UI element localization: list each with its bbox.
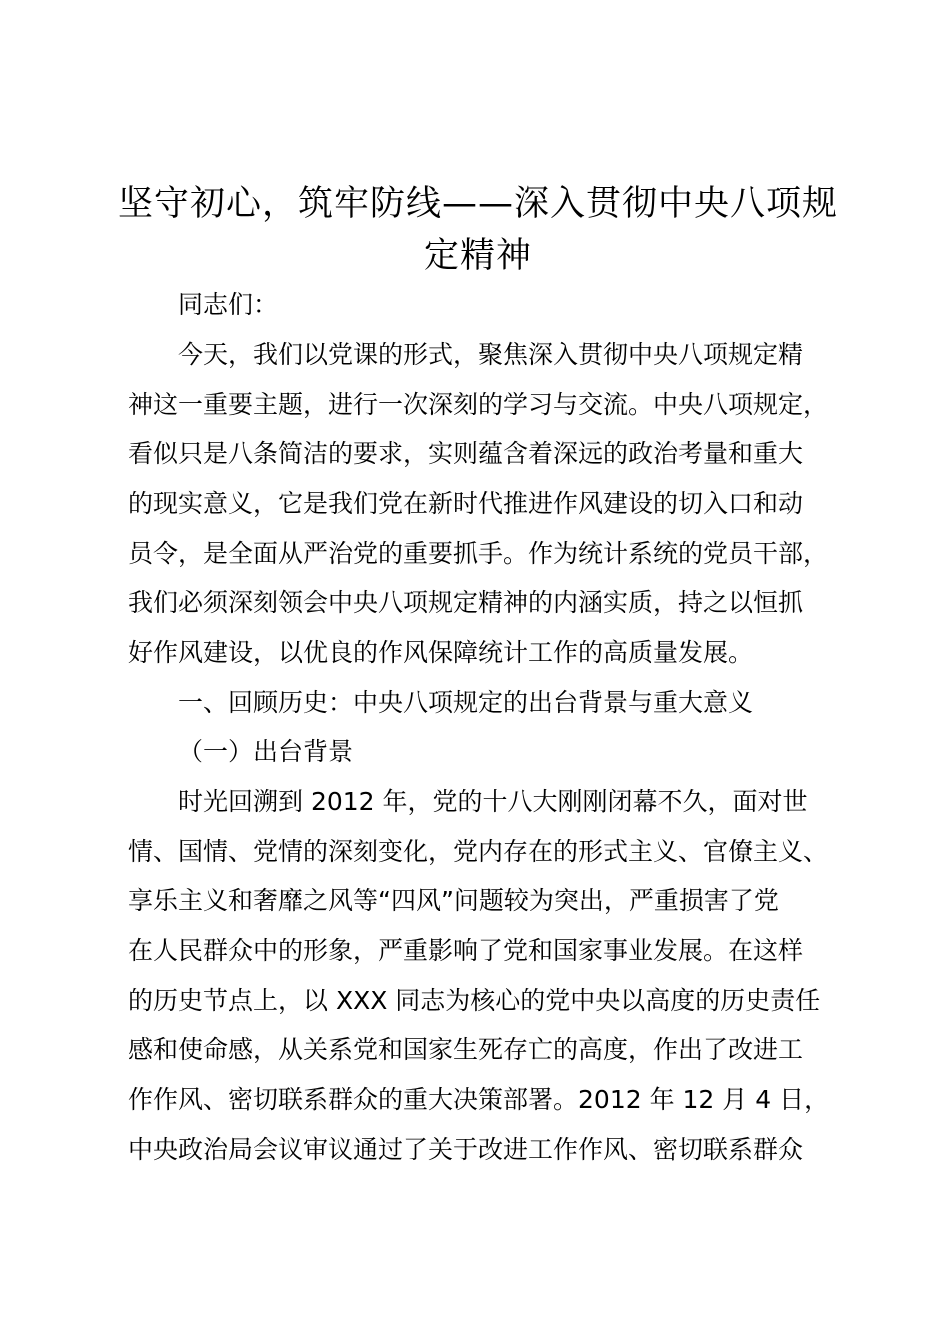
paragraph-line: 神这一重要主题，进行一次深刻的学习与交流。中央八项规定，	[128, 390, 829, 419]
paragraph-line: 看似只是八条简洁的要求，实则蕴含着深远的政治考量和重大	[128, 439, 804, 468]
paragraph-line: 情、国情、党情的深刻变化，党内存在的形式主义、官僚主义、	[128, 837, 829, 866]
paragraph-line: 中央政治局会议审议通过了关于改进工作作风、密切联系群众	[128, 1135, 804, 1164]
paragraph-line: 感和使命感，从关系党和国家生死存亡的高度，作出了改进工	[128, 1035, 804, 1064]
paragraph-line: 好作风建设，以优良的作风保障统计工作的高质量发展。	[128, 638, 754, 667]
salutation: 同志们：	[178, 290, 279, 319]
paragraph-line: 时光回溯到 2012 年，党的十八大刚刚闭幕不久，面对世	[178, 787, 808, 816]
paragraph-line: 在人民群众中的形象，严重影响了党和国家事业发展。在这样	[128, 936, 804, 965]
paragraph-line: 的现实意义，它是我们党在新时代推进作风建设的切入口和动	[128, 489, 804, 518]
paragraph-line: 的历史节点上，以 XXX 同志为核心的党中央以高度的历史责任	[128, 986, 821, 1015]
document-title	[118, 178, 838, 282]
paragraph-line: 今天，我们以党课的形式，聚焦深入贯彻中央八项规定精	[178, 340, 804, 369]
title-line-1: 坚守初心，筑牢防线——深入贯彻中央八项规	[118, 184, 839, 224]
section-heading: 一、回顾历史：中央八项规定的出台背景与重大意义	[178, 688, 754, 717]
paragraph-line: 员令，是全面从严治党的重要抓手。作为统计系统的党员干部，	[128, 539, 829, 568]
paragraph-line: 我们必须深刻领会中央八项规定精神的内涵实质，持之以恒抓	[128, 588, 804, 617]
paragraph-line: 享乐主义和奢靡之风等“四风”问题较为突出，严重损害了党	[128, 886, 779, 915]
title-line-2: 定精神	[423, 236, 532, 276]
subsection-heading: （一）出台背景	[178, 737, 354, 766]
paragraph-line: 作作风、密切联系群众的重大决策部署。2012 年 12 月 4 日，	[128, 1085, 830, 1114]
